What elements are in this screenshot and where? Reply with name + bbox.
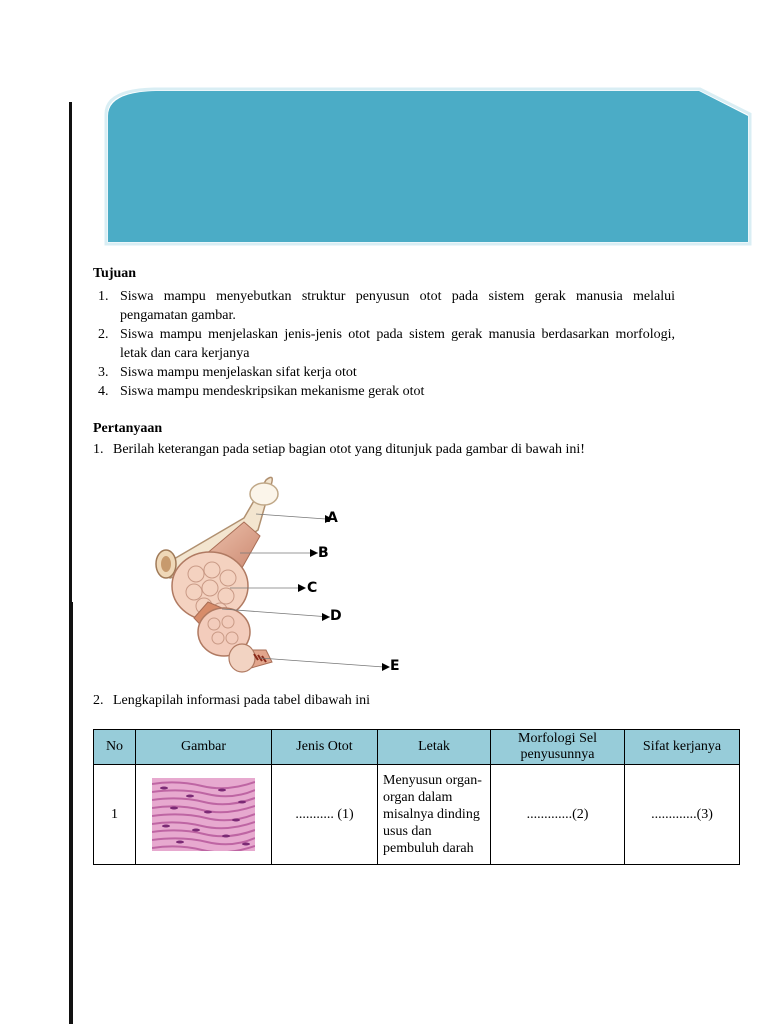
question-number: 2.	[93, 693, 104, 708]
col-header-jenis-otot: Jenis Otot	[272, 730, 378, 765]
cell-sifat: .............(3)	[625, 765, 740, 865]
figure-label-d: D	[330, 608, 342, 624]
figure-label-c: C	[307, 580, 318, 596]
questions-heading: Pertanyaan	[93, 421, 163, 436]
question-1	[93, 440, 585, 459]
muscle-structure-illustration	[148, 474, 408, 680]
question-number: 1.	[93, 442, 104, 457]
goal-text: Siswa mampu mendeskripsikan mekanisme gerak otot	[120, 384, 425, 399]
col-header-letak: Letak	[378, 730, 491, 765]
table-header-row	[94, 730, 740, 765]
goal-text: Siswa mampu menjelaskan sifat kerja otot	[120, 365, 357, 380]
muscle-info-table	[93, 729, 740, 865]
goal-item	[93, 325, 675, 363]
left-margin-rule-lower	[71, 602, 73, 1024]
goal-text: Siswa mampu menjelaskan jenis-jenis otot pada sistem gerak manusia berdasarkan morfologi, letak dan cara kerjanya	[120, 327, 675, 361]
goal-item	[93, 382, 675, 401]
col-header-no: No	[94, 730, 136, 765]
goals-list	[93, 287, 675, 401]
col-header-sifat: Sifat kerjanya	[625, 730, 740, 765]
goals-heading: Tujuan	[93, 266, 137, 281]
figure-label-e: E	[390, 658, 400, 674]
goal-text: Siswa mampu menyebutkan struktur penyusun otot pada sistem gerak manusia melalui pengamatan gambar.	[120, 289, 675, 323]
cell-letak: Menyusun organ-organ dalam misalnya dinding usus dan pembuluh darah	[378, 765, 491, 865]
question-text: Berilah keterangan pada setiap bagian otot yang ditunjuk pada gambar di bawah ini!	[113, 442, 585, 457]
cell-morfologi: .............(2)	[491, 765, 625, 865]
goal-item	[93, 363, 675, 382]
cell-gambar	[136, 765, 272, 865]
cell-jenis-otot: ........... (1)	[272, 765, 378, 865]
figure-label-a: A	[327, 510, 338, 526]
col-header-morfologi: Morfologi Sel penyusunnya	[491, 730, 625, 765]
figure-label-b: B	[318, 545, 329, 561]
question-text: Lengkapilah informasi pada tabel dibawah ini	[113, 693, 370, 708]
col-header-gambar: Gambar	[136, 730, 272, 765]
header-banner	[104, 86, 752, 246]
goal-number: 3.	[98, 365, 109, 380]
question-2	[93, 691, 370, 710]
smooth-muscle-micrograph	[152, 778, 255, 851]
cell-no: 1	[94, 765, 136, 865]
goal-number: 2.	[98, 327, 109, 342]
goal-number: 4.	[98, 384, 109, 399]
table-row	[94, 765, 740, 865]
goal-number: 1.	[98, 289, 109, 304]
goal-item	[93, 287, 675, 325]
